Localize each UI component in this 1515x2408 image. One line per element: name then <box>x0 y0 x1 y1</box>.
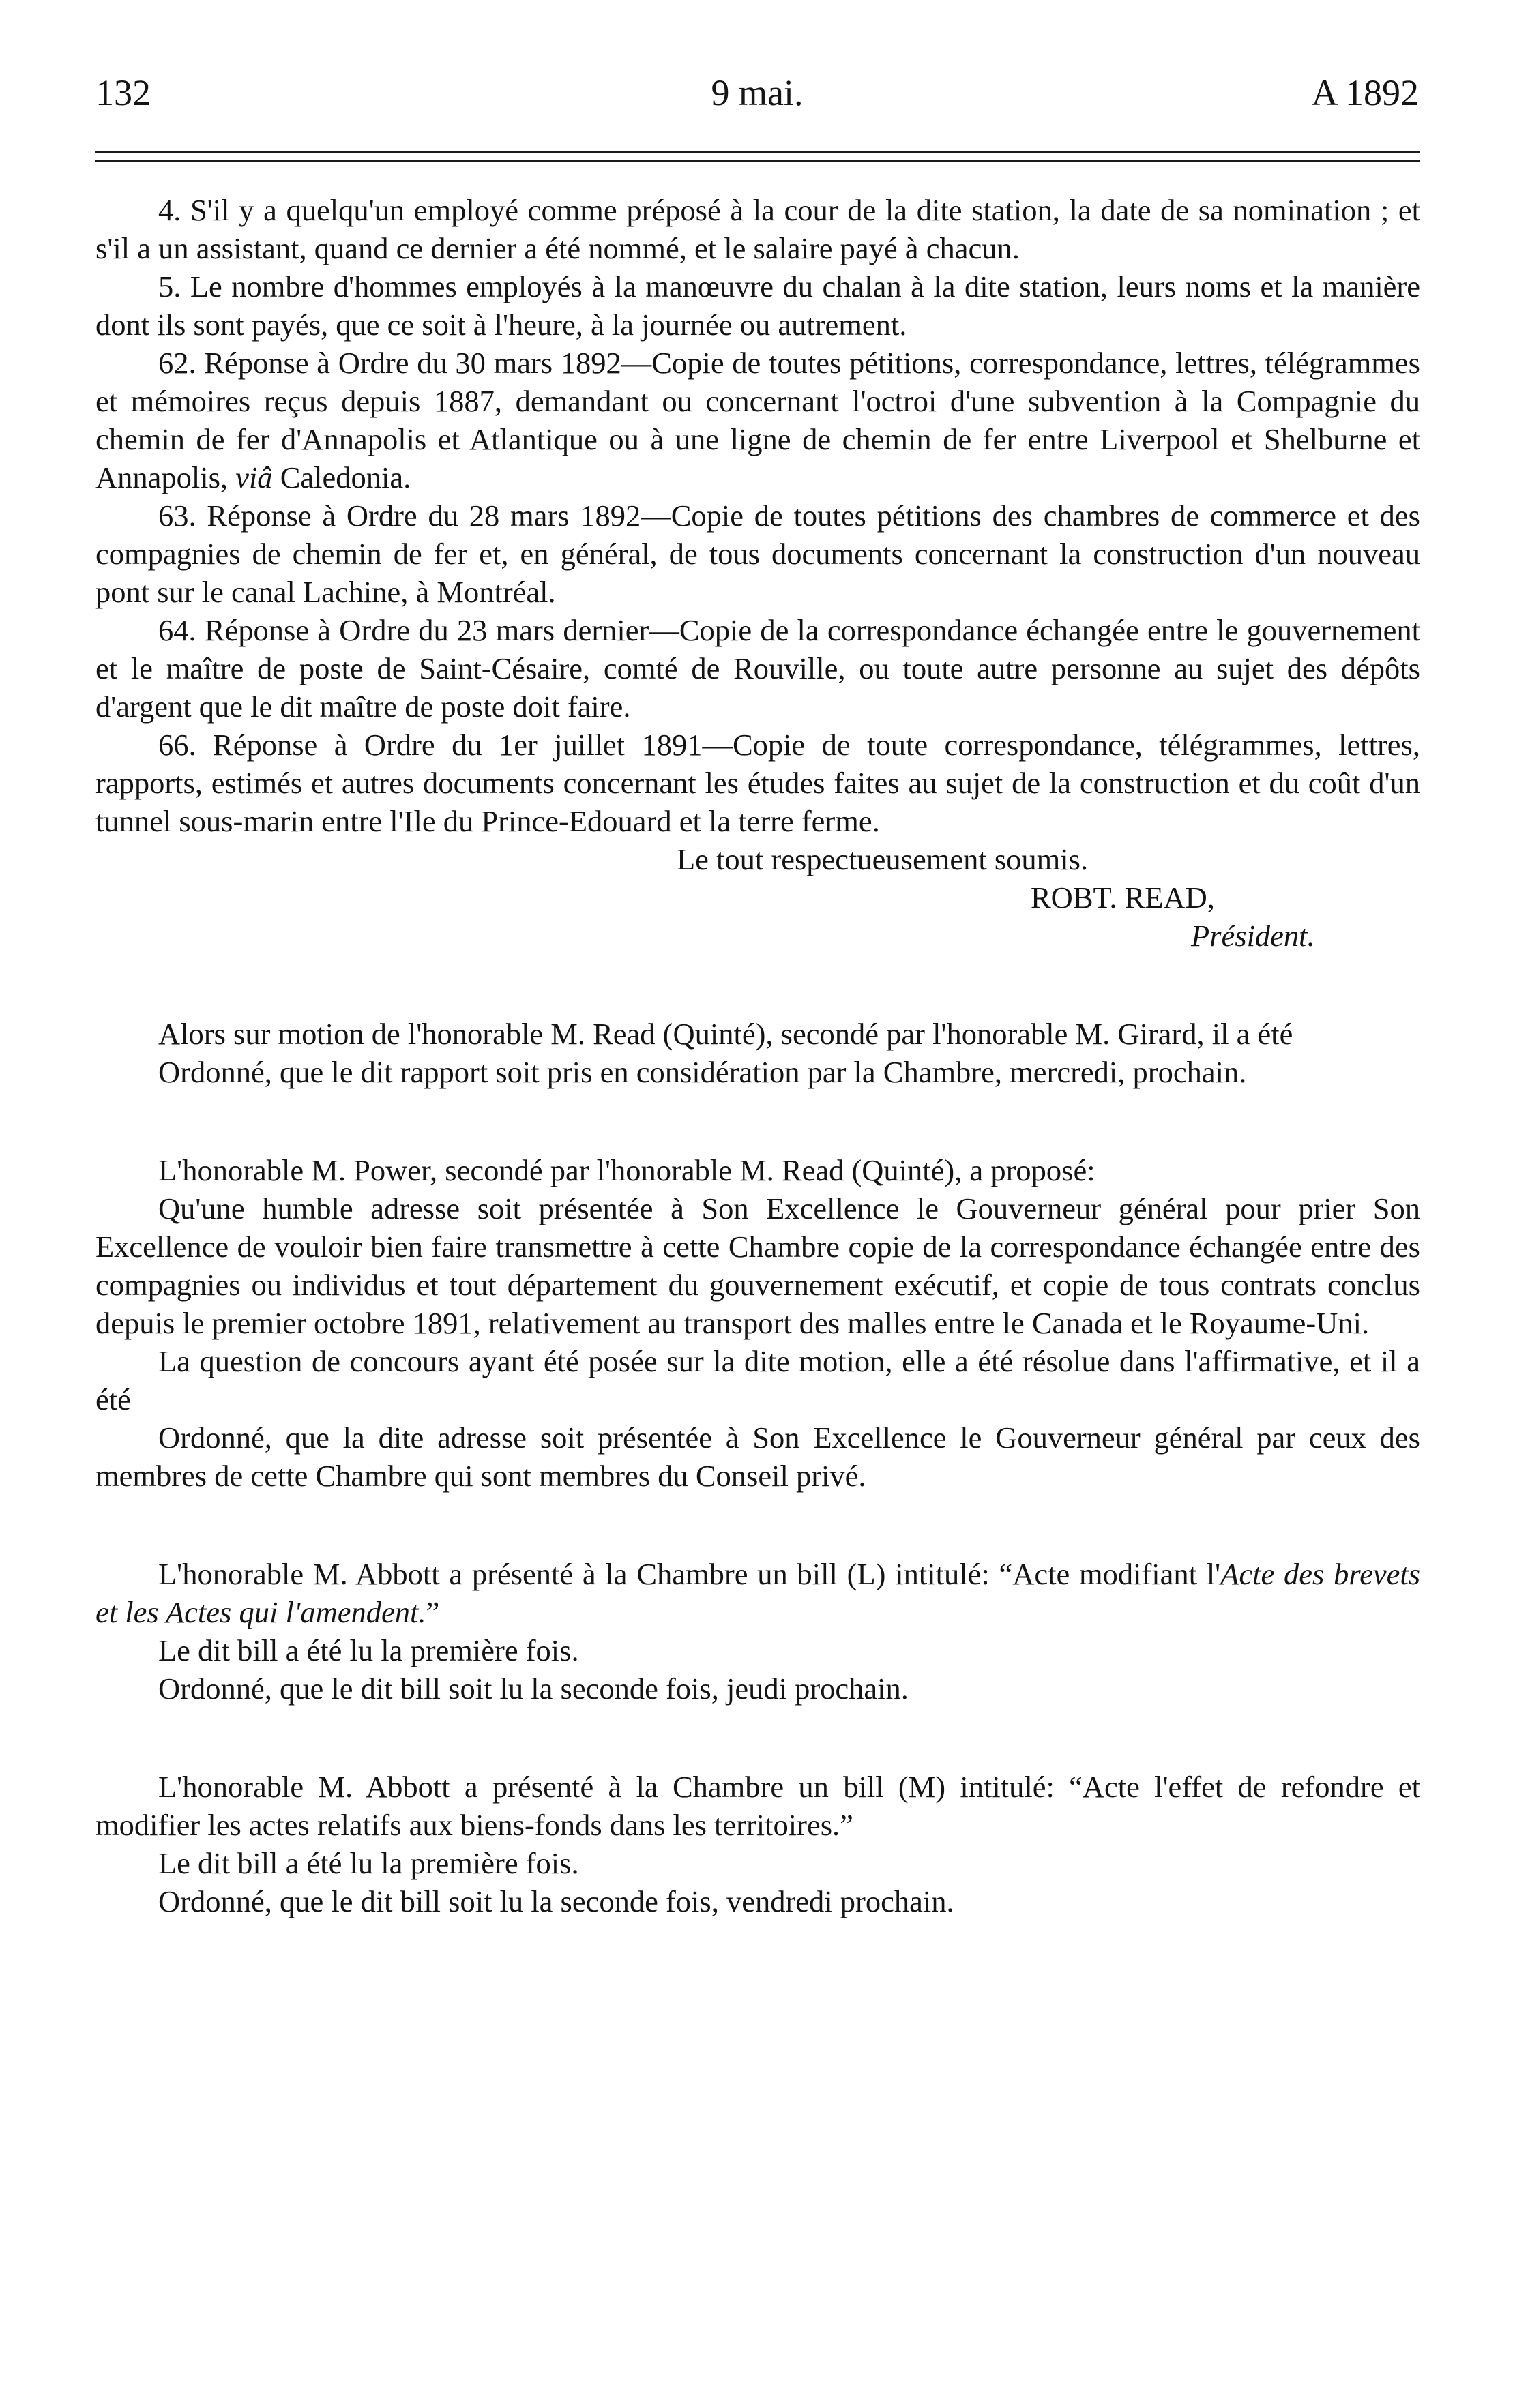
motion-power-order: Ordonné, que la dite adresse soit présentée à Son Excellence le Gouverneur général par ceux des membres de cette Chambre qui sont membres du Conseil privé. <box>95 1421 1420 1493</box>
bill-l-first-reading: Le dit bill a été lu la première fois. <box>158 1633 579 1667</box>
section-gap <box>95 955 1420 1015</box>
item-5: 5. Le nombre d'hommes employés à la manœuvre du chalan à la dite station, leurs noms et la manière dont ils sont payés, que ce soit à l'heure, à la journée ou autrement. <box>95 269 1420 342</box>
motion-read-intro: Alors sur motion de l'honorable M. Read (Quinté), secondé par l'honorable M. Girard, il a été <box>158 1017 1293 1051</box>
page-body <box>95 191 1420 1920</box>
header-rule-bottom <box>95 160 1420 162</box>
section-gap <box>95 1708 1420 1768</box>
section-gap <box>95 1495 1420 1555</box>
motion-power-intro: L'honorable M. Power, secondé par l'honorable M. Read (Quinté), a proposé: <box>158 1153 1095 1187</box>
bill-m-intro: L'honorable M. Abbott a présenté à la Chambre un bill (M) intitulé: “Acte l'effet de refondre et modifier les actes relatifs aux biens-fonds dans les territoires.” <box>95 1770 1420 1842</box>
page-header <box>95 65 1419 120</box>
item-64: 64. Réponse à Ordre du 23 mars dernier—Copie de la correspondance échangée entre le gouvernement et le maître de poste de Saint-Césaire, comté de Rouville, ou toute autre personne au sujet des dépôts d'argent que le dit maître de poste doit faire. <box>95 613 1420 724</box>
motion-read-order: Ordonné, que le dit rapport soit pris en considération par la Chambre, mercredi, prochain. <box>158 1055 1247 1089</box>
signature-name: ROBT. READ, <box>1031 880 1215 915</box>
item-62-text: 62. Réponse à Ordre du 30 mars 1892—Copie de toutes pétitions, correspondance, lettres, télégrammes et mémoires reçus depuis 1887, demandant ou concernant l'octroi d'une subvention à la Compagnie du chemin de fer d'Annapolis et Atlantique ou à une ligne de chemin de fer entre Liverpool et Shelburne et Annapolis, <box>95 346 1420 494</box>
section-gap <box>95 1091 1420 1151</box>
signature-title: Président. <box>1191 919 1315 953</box>
item-63: 63. Réponse à Ordre du 28 mars 1892—Copie de toutes pétitions des chambres de commerce et des compagnies de chemin de fer et, en général, de tous documents concernant la construction d'un nouveau pont sur le canal Lachine, à Montréal. <box>95 499 1420 609</box>
item-62 <box>95 344 1420 496</box>
item-4: 4. S'il y a quelqu'un employé comme préposé à la cour de la dite station, la date de sa nomination ; et s'il a un assistant, quand ce dernier a été nommé, et le salaire payé à chacun. <box>95 193 1420 265</box>
motion-power-question: La question de concours ayant été posée sur la dite motion, elle a été résolue dans l'affirmative, et il a été <box>95 1344 1420 1416</box>
item-62-end: Caledonia. <box>280 460 411 494</box>
bill-m-first-reading: Le dit bill a été lu la première fois. <box>158 1846 579 1880</box>
closing-line: Le tout respectueusement soumis. <box>677 842 1089 876</box>
page-number: 132 <box>95 72 151 113</box>
bill-m-order: Ordonné, que le dit bill soit lu la seconde fois, vendredi prochain. <box>158 1884 954 1918</box>
bill-l-title: Acte des brevets et les Actes qui l'amendent. <box>95 1557 1421 1629</box>
bill-l-intro <box>95 1555 1420 1631</box>
motion-power-address: Qu'une humble adresse soit présentée à Son Excellence le Gouverneur général pour prier Son Excellence de vouloir bien faire transmettre à cette Chambre copie de la correspondance échangée entre des compagnies ou individus et tout département du gouvernement exécutif, et copie de tous contrats conclus depuis le premier octobre 1891, relativement au transport des malles entre le Canada et le Royaume-Uni. <box>95 1191 1420 1340</box>
bill-l-order: Ordonné, que le dit bill soit lu la seconde fois, jeudi prochain. <box>158 1671 909 1706</box>
bill-l-text: L'honorable M. Abbott a présenté à la Chambre un bill (L) intitulé: “Acte modifiant l' <box>158 1557 1221 1591</box>
item-62-via: viâ <box>235 460 273 494</box>
page-date: 9 mai. <box>711 72 804 113</box>
header-rule-top <box>95 151 1420 153</box>
page-year: A 1892 <box>1311 72 1419 113</box>
bill-l-quote-end: ” <box>426 1595 440 1629</box>
item-66: 66. Réponse à Ordre du 1er juillet 1891—Copie de toute correspondance, télégrammes, lettres, rapports, estimés et autres documents concernant les études faites au sujet de la construction et du coût d'un tunnel sous-marin entre l'Ile du Prince-Edouard et la terre ferme. <box>95 728 1420 838</box>
